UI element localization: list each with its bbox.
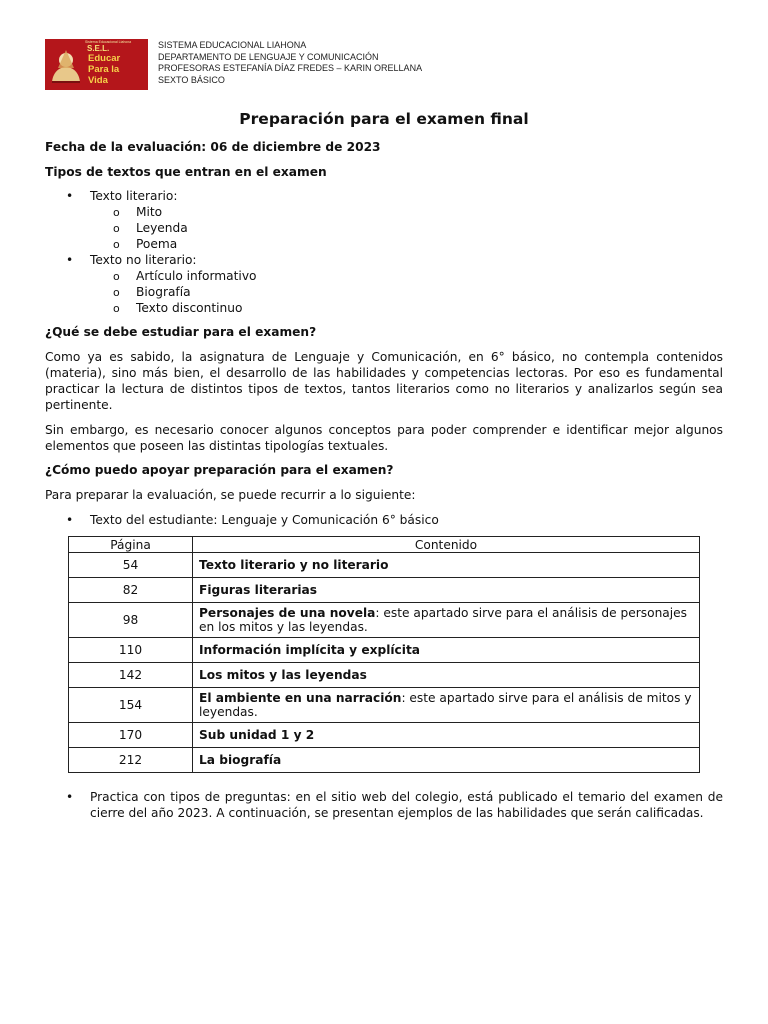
content-cell: [193, 578, 700, 603]
logo-motto-line: Educar: [88, 53, 121, 64]
content-cell: [193, 723, 700, 748]
document-header: [158, 40, 422, 86]
estudiar-heading: ¿Qué se debe estudiar para el examen?: [45, 325, 317, 339]
column-header-pagina: Página: [69, 537, 193, 553]
sub-list-item-label: Biografía: [136, 285, 191, 299]
logo-motto-line: Vida: [88, 75, 108, 86]
logo-motto-line: Para la: [88, 64, 120, 75]
content-cell: [193, 663, 700, 688]
content-cell: [193, 553, 700, 578]
table-row: [69, 723, 700, 748]
circle-bullet-icon: o: [113, 302, 120, 315]
sub-list-item: [113, 300, 242, 317]
sub-list-item: [113, 204, 162, 221]
content-bold: Texto literario y no literario: [199, 558, 389, 572]
logo-tiny-text: Sistema Educacional Liahona: [85, 40, 132, 44]
bullet-icon: •: [66, 253, 74, 267]
column-header-contenido: Contenido: [193, 537, 700, 553]
content-bold: La biografía: [199, 753, 282, 767]
content-cell: [193, 638, 700, 663]
logo-motto: [88, 53, 146, 86]
bullet-icon: •: [66, 189, 74, 203]
content-bold: Sub unidad 1 y 2: [199, 728, 315, 742]
content-bold: El ambiente en una narración: [199, 691, 402, 705]
content-bold: Figuras literarias: [199, 583, 317, 597]
page-cell: 110: [69, 638, 193, 663]
table-row: [69, 748, 700, 773]
sub-list-item-label: Artículo informativo: [136, 269, 257, 283]
table-row: [69, 553, 700, 578]
list-item: [66, 252, 197, 268]
circle-bullet-icon: o: [113, 238, 120, 251]
content-bold: Información implícita y explícita: [199, 643, 421, 657]
table-row: [69, 603, 700, 638]
page-cell: 82: [69, 578, 193, 603]
paragraph-1: Como ya es sabido, la asignatura de Lenguaje y Comunicación, en 6° básico, no contempla contenidos (materia), sino más bien, el desarrollo de las habilidades y competencias lectoras. Por eso es fundamental practicar la lectura de distintos tipos de textos, tantos literarios como no literarios y analizarlos según sea pertinente.: [45, 350, 723, 412]
bullet-icon: •: [66, 790, 74, 804]
header-line: SISTEMA EDUCACIONAL LIAHONA: [158, 40, 307, 50]
bullet-icon: •: [66, 513, 74, 527]
page-cell: 54: [69, 553, 193, 578]
sub-list-item-label: Leyenda: [136, 221, 188, 235]
sub-list-item-label: Texto discontinuo: [136, 301, 243, 315]
circle-bullet-icon: o: [113, 206, 120, 219]
table-row: [69, 688, 700, 723]
sub-list-item: [113, 284, 191, 301]
page-cell: 212: [69, 748, 193, 773]
list-item-label: Texto del estudiante: Lenguaje y Comunicación 6° básico: [90, 513, 439, 527]
page-cell: 154: [69, 688, 193, 723]
sub-list-item: [113, 220, 188, 237]
page-cell: 142: [69, 663, 193, 688]
list-item-label: Practica con tipos de preguntas: en el sitio web del colegio, está publicado el temario del examen de cierre del año 2023. A continuación, se presentan ejemplos de las habilidades que serán calificadas.: [90, 790, 723, 820]
list-item-label: Texto no literario:: [90, 253, 197, 267]
content-table: [68, 536, 700, 773]
content-cell: [193, 688, 700, 723]
content-cell: [193, 603, 700, 638]
fecha-evaluacion: Fecha de la evaluación: 06 de diciembre de 2023: [45, 140, 381, 154]
content-cell: [193, 748, 700, 773]
page-cell: 98: [69, 603, 193, 638]
circle-bullet-icon: o: [113, 222, 120, 235]
header-line: SEXTO BÁSICO: [158, 74, 225, 85]
content-bold: Personajes de una novela: [199, 606, 376, 620]
sub-list-item: [113, 236, 177, 253]
content-bold: Los mitos y las leyendas: [199, 668, 367, 682]
sub-list-item: [113, 268, 256, 285]
table-row: [69, 638, 700, 663]
paragraph-3: Para preparar la evaluación, se puede recurrir a lo siguiente:: [45, 488, 416, 502]
tipos-heading: Tipos de textos que entran en el examen: [45, 165, 327, 179]
circle-bullet-icon: o: [113, 270, 120, 283]
content-rest: : este apartado sirve para el análisis de personajes en los mitos y las leyendas.: [199, 606, 688, 634]
sub-list-item-label: Mito: [136, 205, 163, 219]
list-item: [66, 188, 177, 204]
page-title: Preparación para el examen final: [239, 110, 529, 128]
circle-bullet-icon: o: [113, 286, 120, 299]
content-rest: : este apartado sirve para el análisis de mitos y leyendas.: [199, 691, 692, 719]
page-cell: 170: [69, 723, 193, 748]
apoyar-heading: ¿Cómo puedo apoyar preparación para el examen?: [45, 463, 394, 477]
school-logo: [45, 39, 148, 90]
header-line: DEPARTAMENTO DE LENGUAJE Y COMUNICACIÓN: [158, 51, 379, 62]
header-line: PROFESORAS ESTEFANÍA DÍAZ FREDES – KARIN ORELLANA: [158, 63, 423, 73]
list-item-label: Texto literario:: [90, 189, 178, 203]
list-item: [66, 512, 439, 528]
logo-acronym: S.E.L.: [87, 44, 110, 53]
paragraph-2: Sin embargo, es necesario conocer algunos conceptos para poder comprender e identificar mejor algunos elementos que poseen las distintas tipologías textuales.: [45, 423, 723, 453]
table-row: [69, 578, 700, 603]
table-header-row: [69, 537, 700, 553]
emblem-icon: [48, 42, 84, 86]
sub-list-item-label: Poema: [136, 237, 178, 251]
table-row: [69, 663, 700, 688]
